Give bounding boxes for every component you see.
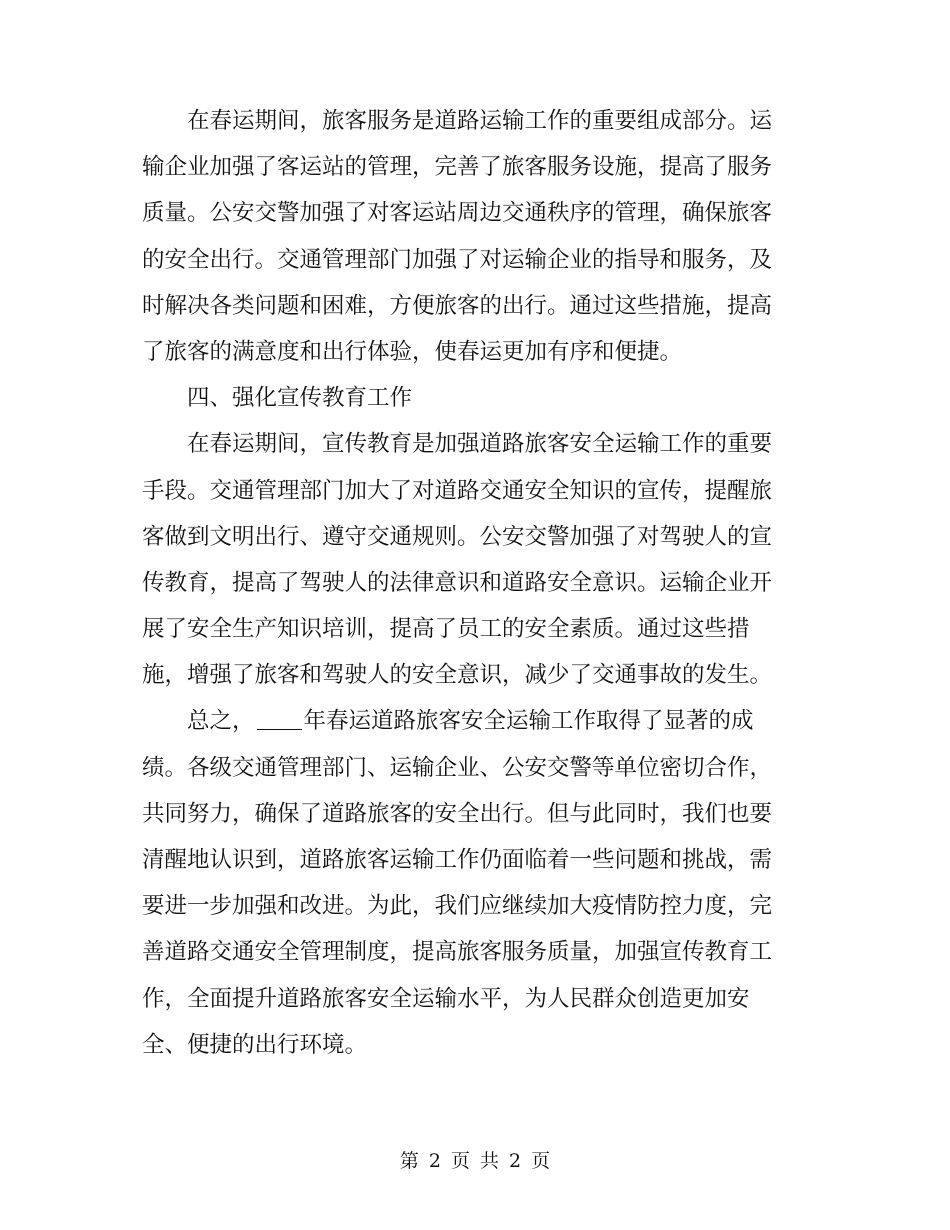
paragraph-passenger-service-line: 质量。公安交警加强了对客运站周边交通秩序的管理，确保旅客 — [142, 200, 773, 227]
paragraph-conclusion-line: 清醒地认识到，道路旅客运输工作仍面临着一些问题和挑战，需 — [142, 847, 773, 873]
paragraph-conclusion-line: 善道路交通安全管理制度，提高旅客服务质量，加强宣传教育工 — [142, 939, 773, 966]
conclusion-prefix: 总之， — [187, 708, 255, 735]
paragraph-passenger-service-line: 的安全出行。交通管理部门加强了对运输企业的指导和服务，及 — [142, 246, 773, 273]
paragraph-conclusion-line: 作，全面提升道路旅客安全运输水平，为人民群众创造更加安 — [142, 985, 750, 1012]
paragraph-passenger-service-line: 在春运期间，旅客服务是道路运输工作的重要组成部分。运 — [187, 108, 773, 134]
paragraph-passenger-service-line: 了旅客的满意度和出行体验，使春运更加有序和便捷。 — [142, 338, 683, 365]
year-blank — [257, 709, 302, 730]
paragraph-conclusion-line: 要进一步加强和改进。为此，我们应继续加大疫情防控力度，完 — [142, 893, 773, 920]
paragraph-passenger-service-line: 时解决各类问题和困难，方便旅客的出行。通过这些措施，提高 — [142, 292, 773, 319]
section-heading: 四、强化宣传教育工作 — [187, 385, 413, 412]
paragraph-conclusion-line — [142, 698, 802, 744]
page-number-footer: 第 2 页 共 2 页 — [399, 1150, 551, 1172]
paragraph-passenger-service-line: 输企业加强了客运站的管理，完善了旅客服务设施，提高了服务 — [142, 154, 773, 181]
conclusion-first-line-text: 年春运道路旅客安全运输工作取得了显著的成 — [303, 708, 754, 735]
paragraph-conclusion-line: 全、便捷的出行环境。 — [142, 1031, 368, 1058]
paragraph-publicity-line: 展了安全生产知识培训，提高了员工的安全素质。通过这些措 — [142, 616, 750, 643]
paragraph-publicity-line: 施，增强了旅客和驾驶人的安全意识，减少了交通事故的发生。 — [142, 662, 773, 689]
paragraph-conclusion-line: 绩。各级交通管理部门、运输企业、公安交警等单位密切合作， — [142, 754, 773, 781]
paragraph-conclusion-line: 共同努力，确保了道路旅客的安全出行。但与此同时，我们也要 — [142, 800, 773, 827]
paragraph-publicity-line: 传教育，提高了驾驶人的法律意识和道路安全意识。运输企业开 — [142, 569, 773, 596]
paragraph-publicity-line: 客做到文明出行、遵守交通规则。公安交警加强了对驾驶人的宣 — [142, 523, 773, 550]
paragraph-publicity-line: 在春运期间，宣传教育是加强道路旅客安全运输工作的重要 — [187, 431, 773, 458]
paragraph-publicity-line: 手段。交通管理部门加大了对道路交通安全知识的宣传，提醒旅 — [142, 477, 773, 504]
document-body — [142, 98, 802, 1068]
